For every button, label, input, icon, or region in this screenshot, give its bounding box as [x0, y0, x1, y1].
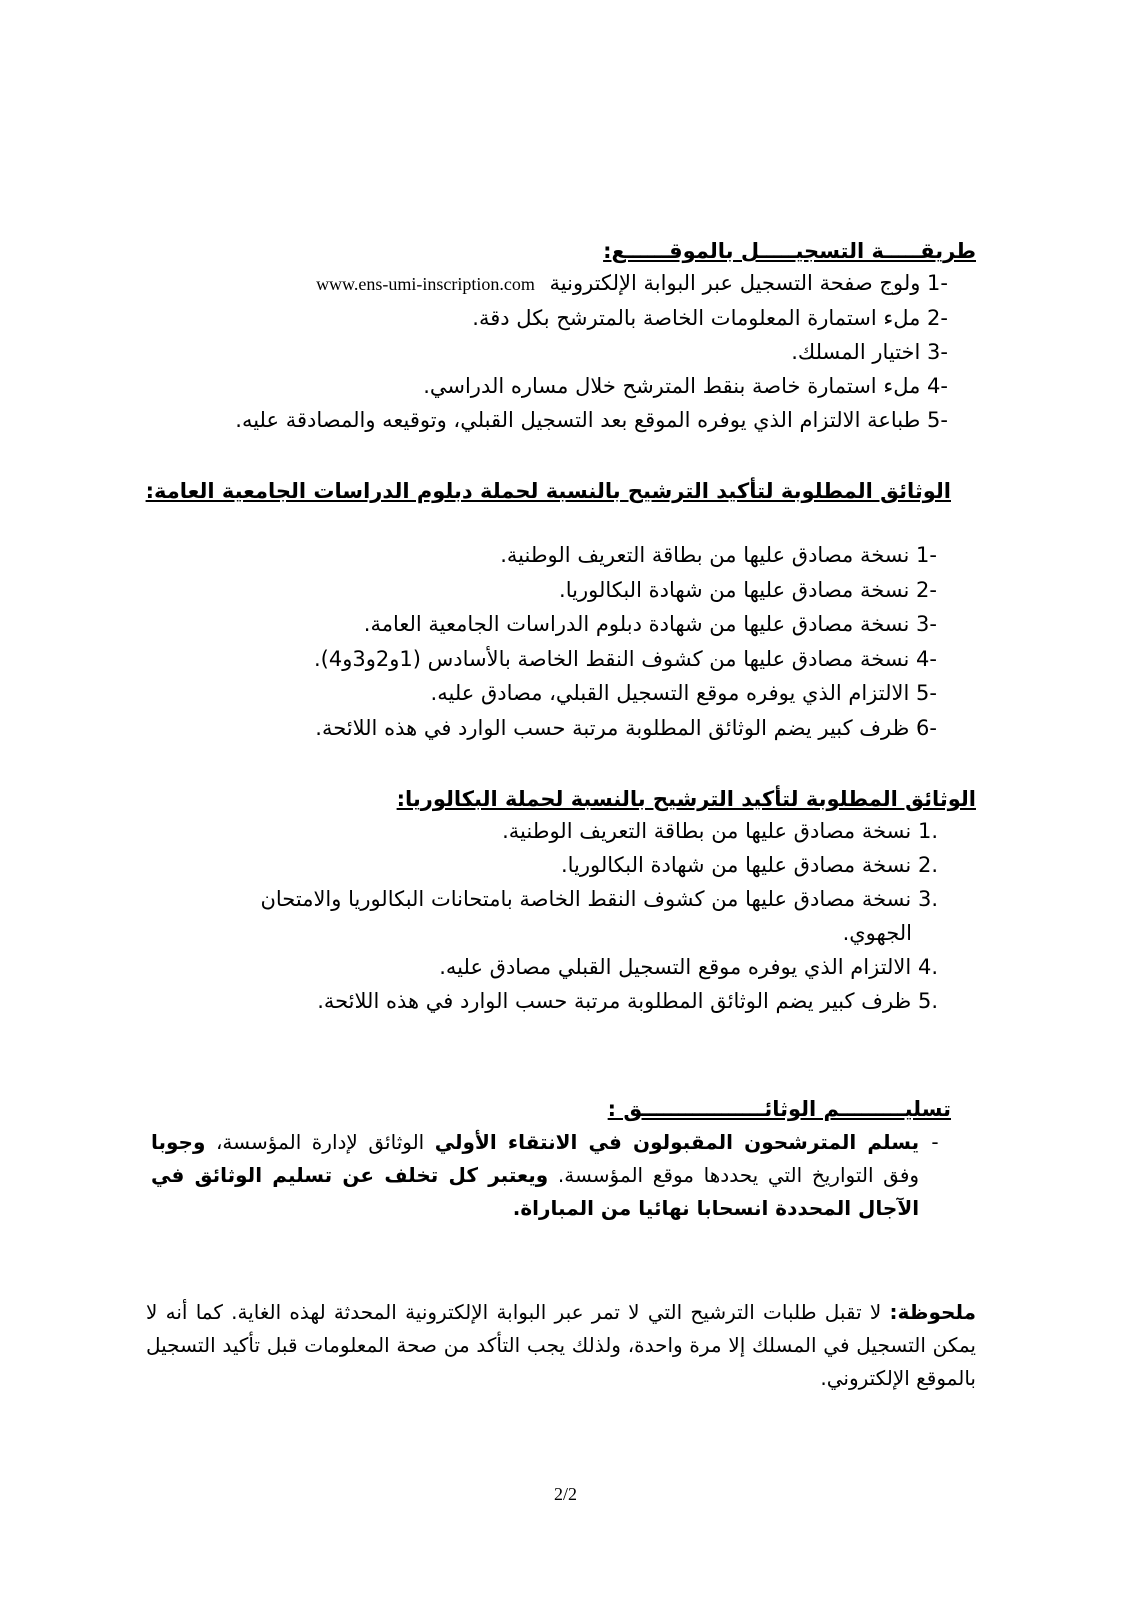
submission-text-bold-1: يسلم المترشحون المقبولون في الانتقاء الأولي — [434, 1130, 920, 1154]
list-item — [146, 848, 938, 882]
registration-method-section — [146, 236, 976, 437]
submission-text-bold-2: وجوبا — [151, 1130, 206, 1154]
item-number: -5 — [916, 681, 937, 705]
item-text: نسخة مصادق عليها من شهادة دبلوم الدراسات الجامعية العامة. — [363, 612, 910, 636]
item-text: نسخة مصادق عليها من بطاقة التعريف الوطنية. — [502, 819, 912, 843]
bac-documents-heading: الوثائق المطلوبة لتأكيد الترشيح بالنسبة لحملة البكالوريا: — [396, 787, 976, 811]
bac-documents-section — [146, 784, 976, 1018]
list-item — [151, 711, 937, 746]
list-item — [146, 984, 938, 1018]
submission-text-bold-3: ويعتبر كل تخلف عن تسليم الوثائق في الآجال المحددة انسحابا نهائيا من المباراة. — [151, 1163, 920, 1220]
deug-documents-heading: الوثائق المطلوبة لتأكيد الترشيح بالنسبة لحملة دبلوم الدراسات الجامعية العامة: — [145, 479, 951, 503]
item-number: .5 — [917, 989, 938, 1013]
submission-paragraph — [151, 1126, 919, 1225]
submission-text-2: وفق التواريخ التي يحددها موقع المؤسسة. — [548, 1163, 920, 1187]
registration-url-link[interactable]: www.ens-umi-inscription.com — [316, 274, 535, 294]
bac-documents-list — [146, 814, 976, 1018]
item-text: نسخة مصادق عليها من شهادة البكالوريا. — [560, 853, 912, 877]
item-number: -2 — [927, 306, 948, 330]
item-text: الجهوي. — [842, 921, 912, 945]
list-item — [151, 607, 937, 642]
registration-method-heading: طريقـــــة التسجيـــــل بالموقــــــع: — [603, 239, 976, 263]
item-number: .2 — [917, 853, 938, 877]
item-number: -1 — [927, 271, 948, 295]
list-item — [151, 642, 937, 677]
item-text: ملء استمارة المعلومات الخاصة بالمترشح بكل دقة. — [472, 306, 921, 330]
item-number: .4 — [917, 955, 938, 979]
item-text: ملء استمارة خاصة بنقط المترشح خلال مساره الدراسي. — [423, 374, 921, 398]
list-item — [146, 403, 948, 437]
bullet-dash: - — [931, 1130, 939, 1154]
item-text: نسخة مصادق عليها من كشوف النقط الخاصة بامتحانات البكالوريا والامتحان — [260, 887, 912, 911]
item-text: نسخة مصادق عليها من كشوف النقط الخاصة بالأسادس (1و2و3و4). — [313, 646, 910, 671]
item-text: الالتزام الذي يوفره موقع التسجيل القبلي مصادق عليه. — [439, 955, 912, 979]
item-number: -4 — [916, 646, 937, 671]
submission-text-1: الوثائق لإدارة المؤسسة، — [205, 1130, 435, 1154]
item-text: نسخة مصادق عليها من شهادة البكالوريا. — [559, 577, 910, 602]
list-item — [146, 266, 948, 301]
item-number: .3 — [917, 887, 938, 911]
item-number: -3 — [916, 612, 937, 636]
item-number: -5 — [927, 408, 948, 432]
note-label: ملحوظة: — [889, 1300, 976, 1324]
item-number: .1 — [917, 819, 938, 843]
registration-steps-list — [146, 266, 976, 437]
list-item-continuation — [146, 916, 938, 950]
page-number: 2/2 — [553, 1484, 577, 1504]
item-text: ولوج صفحة التسجيل عبر البوابة الإلكترونية — [549, 271, 921, 295]
list-item — [146, 882, 938, 916]
deug-documents-section — [145, 476, 951, 745]
item-number: -6 — [916, 715, 937, 740]
list-item — [146, 950, 938, 984]
item-text: اختيار المسلك. — [791, 340, 921, 364]
note-paragraph — [146, 1296, 976, 1395]
item-number: -2 — [916, 577, 937, 602]
list-item — [151, 573, 937, 608]
list-item — [146, 814, 938, 848]
item-text: ظرف كبير يضم الوثائق المطلوبة مرتبة حسب الوارد في هذه اللائحة. — [317, 989, 912, 1013]
list-item — [146, 301, 948, 335]
document-submission-heading: تسليـــــــــم الوثائـــــــــــــــــق : — [607, 1097, 951, 1121]
deug-documents-list — [151, 538, 951, 745]
item-number: -3 — [927, 340, 948, 364]
list-item — [146, 369, 948, 403]
item-text: الالتزام الذي يوفره موقع التسجيل القبلي، مصادق عليه. — [430, 681, 910, 705]
note-text: لا تقبل طلبات الترشيح التي لا تمر عبر البوابة الإلكترونية المحدثة لهذه الغاية. كما أنه لا يمكن التسجيل في المسلك إلا مرة واحدة، ولذلك يجب التأكد من صحة المعلومات قبل تأكيد التسجيل بالموقع الإلكتروني. — [146, 1300, 976, 1390]
item-text: ظرف كبير يضم الوثائق المطلوبة مرتبة حسب الوارد في هذه اللائحة. — [315, 715, 910, 740]
list-item — [146, 335, 948, 369]
item-text: نسخة مصادق عليها من بطاقة التعريف الوطنية. — [500, 543, 910, 567]
list-item — [151, 676, 937, 711]
document-submission-section — [151, 1094, 951, 1225]
list-item — [151, 538, 937, 573]
item-number: -4 — [927, 374, 948, 398]
item-text: طباعة الالتزام الذي يوفره الموقع بعد التسجيل القبلي، وتوقيعه والمصادقة عليه. — [235, 408, 921, 432]
item-number: -1 — [916, 543, 937, 567]
